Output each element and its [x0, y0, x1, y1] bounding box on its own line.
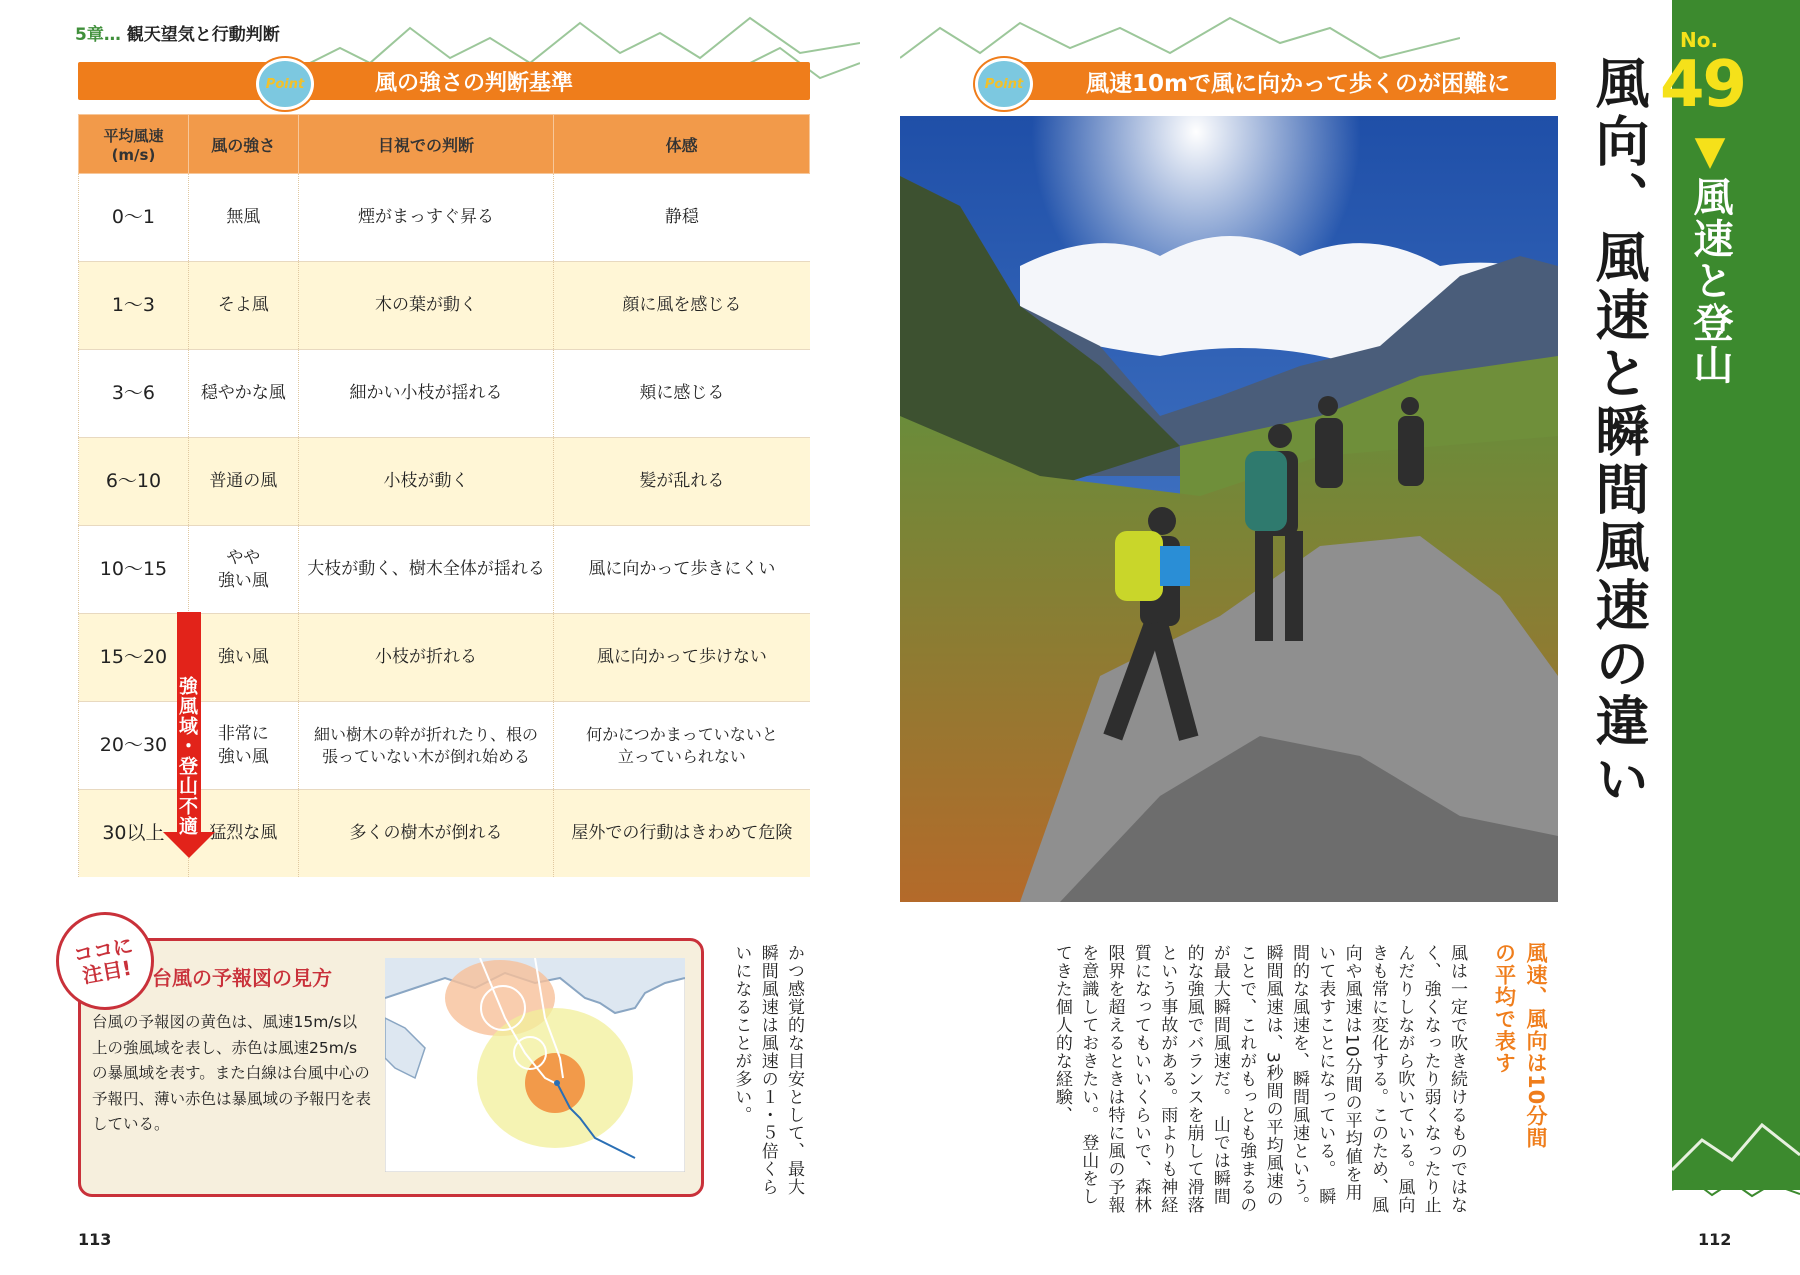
- strength-cell: そよ風: [188, 262, 298, 350]
- visual-cell: 細い樹木の幹が折れたり、根の 張っていない木が倒れ始める: [298, 702, 554, 790]
- strength-cell: やや 強い風: [188, 526, 298, 614]
- feel-cell: 何かにつかまっていないと 立っていられない: [554, 702, 810, 790]
- table-title: 風の強さの判断基準: [374, 70, 573, 96]
- strength-cell: 穏やかな風: [188, 350, 298, 438]
- mountain-outline-decoration: [1672, 1100, 1800, 1275]
- feel-cell: 頬に感じる: [554, 350, 810, 438]
- speed-cell: 6〜10: [79, 438, 189, 526]
- article-number: 49: [1660, 48, 1746, 122]
- right-page-number: 112: [1698, 1230, 1732, 1249]
- table-title-banner: [78, 62, 810, 100]
- table-row: [79, 262, 810, 350]
- table-row: [79, 174, 810, 262]
- speed-cell: 0〜1: [79, 174, 189, 262]
- article-no-label: No.: [1680, 28, 1719, 52]
- feel-cell: 髪が乱れる: [554, 438, 810, 526]
- typhoon-forecast-map: [385, 958, 685, 1172]
- header-cell: 体感: [554, 115, 810, 174]
- visual-cell: 大枝が動く、樹木全体が揺れる: [298, 526, 554, 614]
- chapter-title: 観天望気と行動判断: [126, 25, 280, 45]
- table-row: [79, 350, 810, 438]
- right-banner-title: 風速10mで風に向かって歩くのが困難に: [1086, 70, 1510, 97]
- visual-cell: 小枝が折れる: [298, 614, 554, 702]
- side-title: [1682, 128, 1739, 386]
- speed-cell: 10〜15: [79, 526, 189, 614]
- visual-cell: 細かい小枝が揺れる: [298, 350, 554, 438]
- triangle-marker-icon: ▼: [1687, 128, 1733, 176]
- right-point-label: Point: [984, 76, 1024, 92]
- visual-cell: 多くの樹木が倒れる: [298, 790, 554, 878]
- strength-cell: 猛烈な風: [188, 790, 298, 878]
- visual-cell: 小枝が動く: [298, 438, 554, 526]
- table-row: [79, 526, 810, 614]
- table-header-row: [79, 115, 810, 174]
- feel-cell: 顔に風を感じる: [554, 262, 810, 350]
- speed-cell: 20〜30: [79, 702, 189, 790]
- speed-cell: 30以上: [79, 790, 189, 878]
- speed-cell: 3〜6: [79, 350, 189, 438]
- speed-cell: 15〜20: [79, 614, 189, 702]
- chapter-header: [75, 20, 280, 45]
- table-row: [79, 438, 810, 526]
- point-label: Point: [265, 76, 305, 92]
- left-vertical-text: かつ感覚的な目安として、最大瞬間風速は風速の１・５倍くらいになることが多い。: [731, 944, 805, 1196]
- strength-cell: 強い風: [188, 614, 298, 702]
- speed-cell: 1〜3: [79, 262, 189, 350]
- feel-cell: 風に向かって歩きにくい: [554, 526, 810, 614]
- feel-cell: 風に向かって歩けない: [554, 614, 810, 702]
- side-title-text: 風速と登山: [1687, 176, 1733, 386]
- header-cell: 平均風速 (m/s): [79, 115, 189, 174]
- chapter-number: 5章…: [75, 25, 121, 45]
- strength-cell: 無風: [188, 174, 298, 262]
- main-title: 風向、風速と瞬間風速の違い: [1587, 55, 1650, 809]
- body-heading: 風速、風向は10分間の平均で表す: [1492, 942, 1548, 1150]
- mountain-hikers-photo: [900, 116, 1558, 902]
- attention-badge-label: ココに 注目!: [71, 933, 135, 988]
- visual-cell: 煙がまっすぐ昇る: [298, 174, 554, 262]
- strength-cell: 普通の風: [188, 438, 298, 526]
- visual-cell: 木の葉が動く: [298, 262, 554, 350]
- feel-cell: 屋外での行動はきわめて危険: [554, 790, 810, 878]
- right-point-badge: [975, 58, 1033, 110]
- strength-cell: 非常に 強い風: [188, 702, 298, 790]
- right-banner: [1000, 62, 1556, 100]
- feel-cell: 静穏: [554, 174, 810, 262]
- note-text: 台風の予報図の黄色は、風速15m/s以上の強風域を表し、赤色は風速25m/sの暴風域を表す。また白線は台風中心の予報円、薄い赤色は暴風域の予報円を表している。: [92, 1013, 372, 1134]
- header-cell: 目視での判断: [298, 115, 554, 174]
- header-cell: 風の強さ: [188, 115, 298, 174]
- note-title: 台風の予報図の見方: [152, 966, 332, 990]
- strong-wind-label: 強風域・登山不適: [176, 676, 198, 836]
- body-text: 風は一定で吹き続けるものではなく、強くなったり弱くなったり止んだりしながら吹いている。風向きも常に変化する。このため、風向や風速は10分間の平均値を用いて表すことになっている。 瞬間的な風速を、瞬間風速という。瞬間風速は、3秒間の平均風速のことで、これがもっとも強まるのが最大瞬間風速だ。 山では瞬間的な強風でバランスを崩して滑落という事故がある。雨よりも神経質になってもいいくらいで、森林限界を超えるときは特に風の予報を意識しておきたい。 登山をしてきた個人的な経験、: [1051, 944, 1467, 1214]
- left-page-number: 113: [78, 1230, 112, 1249]
- point-badge: [256, 58, 314, 110]
